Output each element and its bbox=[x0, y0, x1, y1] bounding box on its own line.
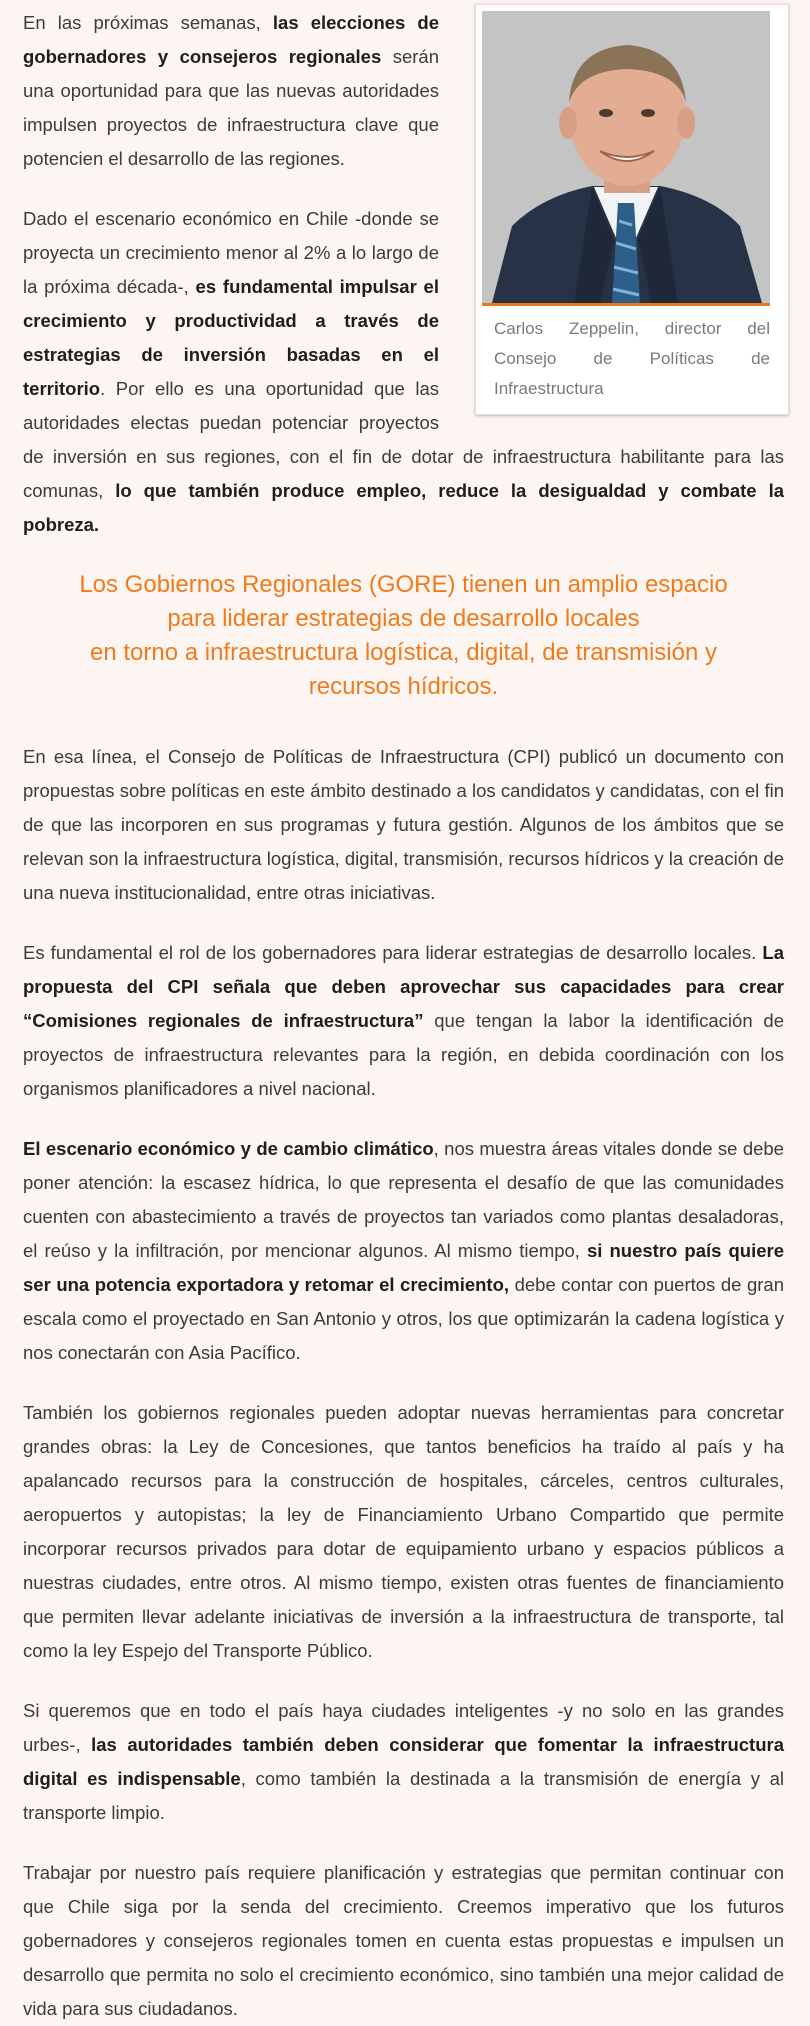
p1-text-a: En las próximas semanas, bbox=[23, 12, 273, 33]
p5-text-b: , nos muestra áreas vitales donde se debe poner atención: la escasez hídrica, lo que representa el desafío de que las comunidades cuenten con abastecimiento a través de proyectos tan variados como plantas desaladoras, el reúso y la infiltración, por mencionar algunos. Al mismo tiempo, bbox=[23, 1138, 784, 1261]
p4-text-a: Es fundamental el rol de los gobernadores para liderar estrategias de desarrollo locales. bbox=[23, 942, 763, 963]
p6-text-a: También los gobiernos regionales pueden adoptar nuevas herramientas para concretar grandes obras: la Ley de Concesiones, que tantos beneficios ha traído al país y ha apalancado recursos para la construcción de hospitales, cárceles, centros culturales, aeropuertos y autopistas; la ley de Financiamiento Urbano Compartido que permite incorporar recursos privados para dotar de equipamiento urbano y espacios públicos a nuestras ciudades, entre otros. Al mismo tiempo, existen otras fuentes de financiamiento que permiten llevar adelante iniciativas de inversión a la infraestructura de transporte, tal como la ley Espejo del Transporte Público. bbox=[23, 1402, 784, 1661]
p4-bold-b: La propuesta del CPI señala que deben aprovechar sus capacidades para crear “Comisiones regionales de infraestructura” bbox=[23, 942, 784, 1031]
p4-text-c: que tengan la labor la identificación de proyectos de infraestructura relevantes para la región, en debida coordinación con los organismos planificadores a nivel nacional. bbox=[23, 1010, 785, 1099]
paragraph-7 bbox=[23, 1694, 784, 1830]
p1-bold-b: las elecciones de gobernadores y consejeros regionales bbox=[23, 12, 440, 67]
author-photo-card bbox=[475, 4, 789, 415]
p1-text-c: serán una oportunidad para que las nuevas autoridades impulsen proyectos de infraestructura clave que potencien el desarrollo de las regiones. bbox=[23, 46, 439, 169]
paragraph-3 bbox=[23, 740, 784, 910]
paragraph-5 bbox=[23, 1132, 784, 1370]
pull-quote-line-2: en torno a infraestructura logística, digital, de transmisión y recursos hídricos. bbox=[90, 639, 717, 700]
p2-bold-d: lo que también produce empleo, reduce la desigualdad y combate la pobreza. bbox=[23, 480, 785, 535]
paragraph-4 bbox=[23, 936, 784, 1106]
p3-text-a: En esa línea, el Consejo de Políticas de Infraestructura (CPI) publicó un documento con propuestas sobre políticas en este ámbito destinado a los candidatos y candidatas, con el fin de que las incorporen en sus programas y futura gestión. Algunos de los ámbitos que se relevan son la infraestructura logística, digital, transmisión, recursos hídricos y la creación de una nueva institucionalidad, entre otras iniciativas. bbox=[23, 746, 784, 903]
p7-text-a: Si queremos que en todo el país haya ciudades inteligentes -y no solo en las grandes urbes-, bbox=[23, 1700, 784, 1755]
p5-text-d: debe contar con puertos de gran escala como el proyectado en San Antonio y otros, los que optimizarán la cadena logística y nos conectarán con Asia Pacífico. bbox=[23, 1274, 784, 1363]
p7-bold-b: las autoridades también deben considerar que fomentar la infraestructura digital es indispensable bbox=[23, 1734, 785, 1789]
p7-text-c: , como también la destinada a la transmisión de energía y al transporte limpio. bbox=[23, 1768, 784, 1823]
p5-bold-c: si nuestro país quiere ser una potencia exportadora y retomar el crecimiento, bbox=[23, 1240, 784, 1295]
p2-text-c: . Por ello es una oportunidad que las autoridades electas puedan potenciar proyectos de inversión en sus regiones, con el fin de dotar de infraestructura habilitante para las comunas, bbox=[23, 378, 784, 501]
paragraph-8 bbox=[23, 1856, 784, 2026]
paragraph-6 bbox=[23, 1396, 784, 1668]
p5-bold-a: El escenario económico y de cambio climático bbox=[23, 1138, 434, 1159]
pull-quote bbox=[63, 568, 744, 704]
article-body bbox=[23, 0, 784, 2026]
photo-caption: Carlos Zeppelin, director del Consejo de Políticas de Infraestructura bbox=[494, 319, 770, 398]
p8-text-a: Trabajar por nuestro país requiere planificación y estrategias que permitan continuar con que Chile siga por la senda del crecimiento. Creemos imperativo que los futuros gobernadores y consejeros regionales tomen en cuenta estas propuestas e impulsen un desarrollo que permita no solo el crecimiento económico, sino también una mejor calidad de vida para sus ciudadanos. bbox=[23, 1862, 784, 2019]
portrait-image bbox=[482, 11, 770, 303]
pull-quote-line-1: Los Gobiernos Regionales (GORE) tienen un amplio espacio para liderar estrategias de desarrollo locales bbox=[79, 571, 728, 632]
p2-bold-b: es fundamental impulsar el crecimiento y productividad a través de estrategias de inversión basadas en el territorio bbox=[23, 276, 439, 399]
author-photo bbox=[482, 11, 770, 306]
p2-text-a: Dado el escenario económico en Chile -donde se proyecta un crecimiento menor al 2% a lo largo de la próxima década-, bbox=[23, 208, 439, 297]
